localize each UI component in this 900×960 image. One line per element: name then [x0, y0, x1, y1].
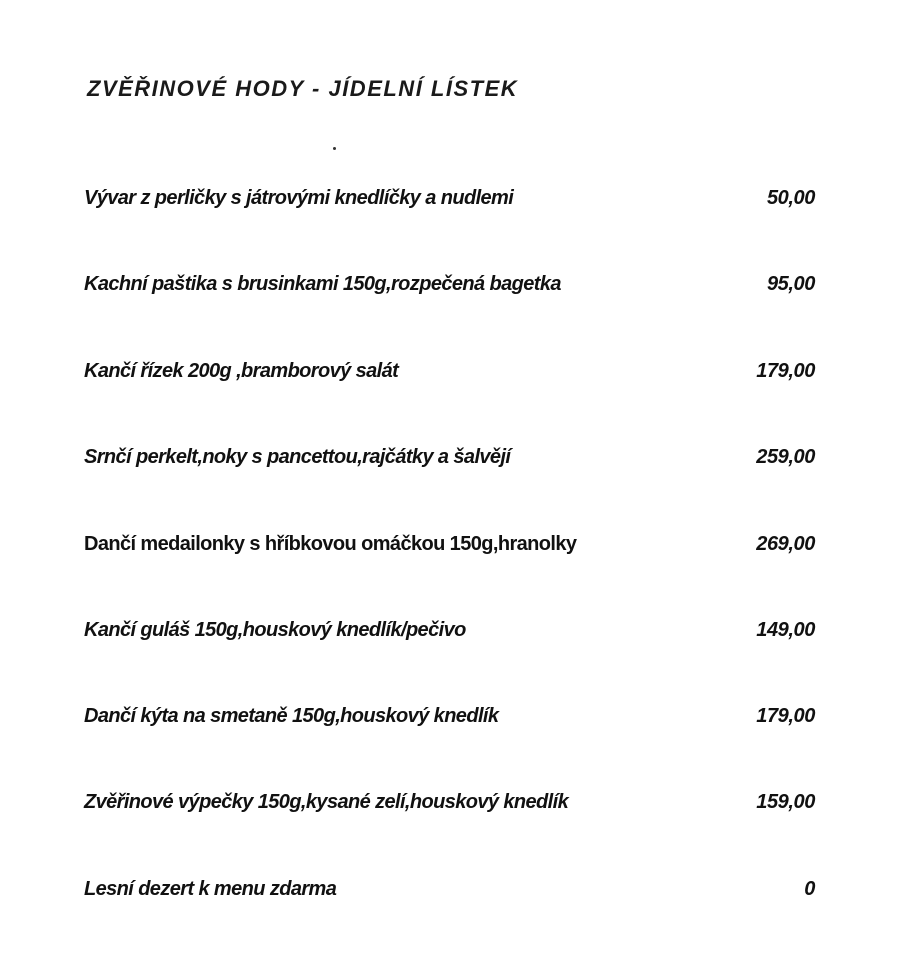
- menu-item-price: 269,00: [756, 533, 815, 555]
- menu-item-price: 0: [804, 878, 815, 900]
- menu-item: [0, 269, 900, 299]
- menu-item: [0, 442, 900, 472]
- stray-dot: [333, 147, 336, 150]
- menu-item-price: 50,00: [766, 187, 815, 209]
- menu-item-price: 149,00: [756, 619, 815, 641]
- menu-item-price: 95,00: [766, 273, 815, 295]
- page-title: ZVĚŘINOVÉ HODY - JÍDELNÍ LÍSTEK: [87, 76, 519, 101]
- menu-item: [0, 356, 900, 386]
- menu-item: [0, 529, 900, 559]
- menu-item-price: 159,00: [756, 791, 815, 813]
- menu-item-name: Kachní paštika s brusinkami 150g,rozpečená bagetka: [84, 273, 561, 295]
- menu-item-name: Kančí řízek 200g ,bramborový salát: [84, 360, 399, 382]
- menu-item: [0, 701, 900, 731]
- menu-item: [0, 787, 900, 817]
- menu-item-name: Srnčí perkelt,noky s pancettou,rajčátky a šalvějí: [84, 446, 511, 468]
- menu-item-name: Dančí medailonky s hříbkovou omáčkou 150g,hranolky: [84, 533, 577, 555]
- menu-item-price: 179,00: [756, 360, 815, 382]
- menu-item-name: Vývar z perličky s játrovými knedlíčky a nudlemi: [84, 187, 514, 209]
- menu-item-name: Dančí kýta na smetaně 150g,houskový knedlík: [84, 705, 499, 727]
- menu-item-name: Lesní dezert k menu zdarma: [84, 878, 337, 900]
- menu-item-price: 259,00: [756, 446, 815, 468]
- menu-item: [0, 615, 900, 645]
- menu-item-price: 179,00: [756, 705, 815, 727]
- menu-item: [0, 874, 900, 904]
- menu-item: [0, 183, 900, 213]
- menu-item-name: Kančí guláš 150g,houskový knedlík/pečivo: [84, 619, 466, 641]
- menu-item-name: Zvěřinové výpečky 150g,kysané zelí,houskový knedlík: [84, 791, 569, 813]
